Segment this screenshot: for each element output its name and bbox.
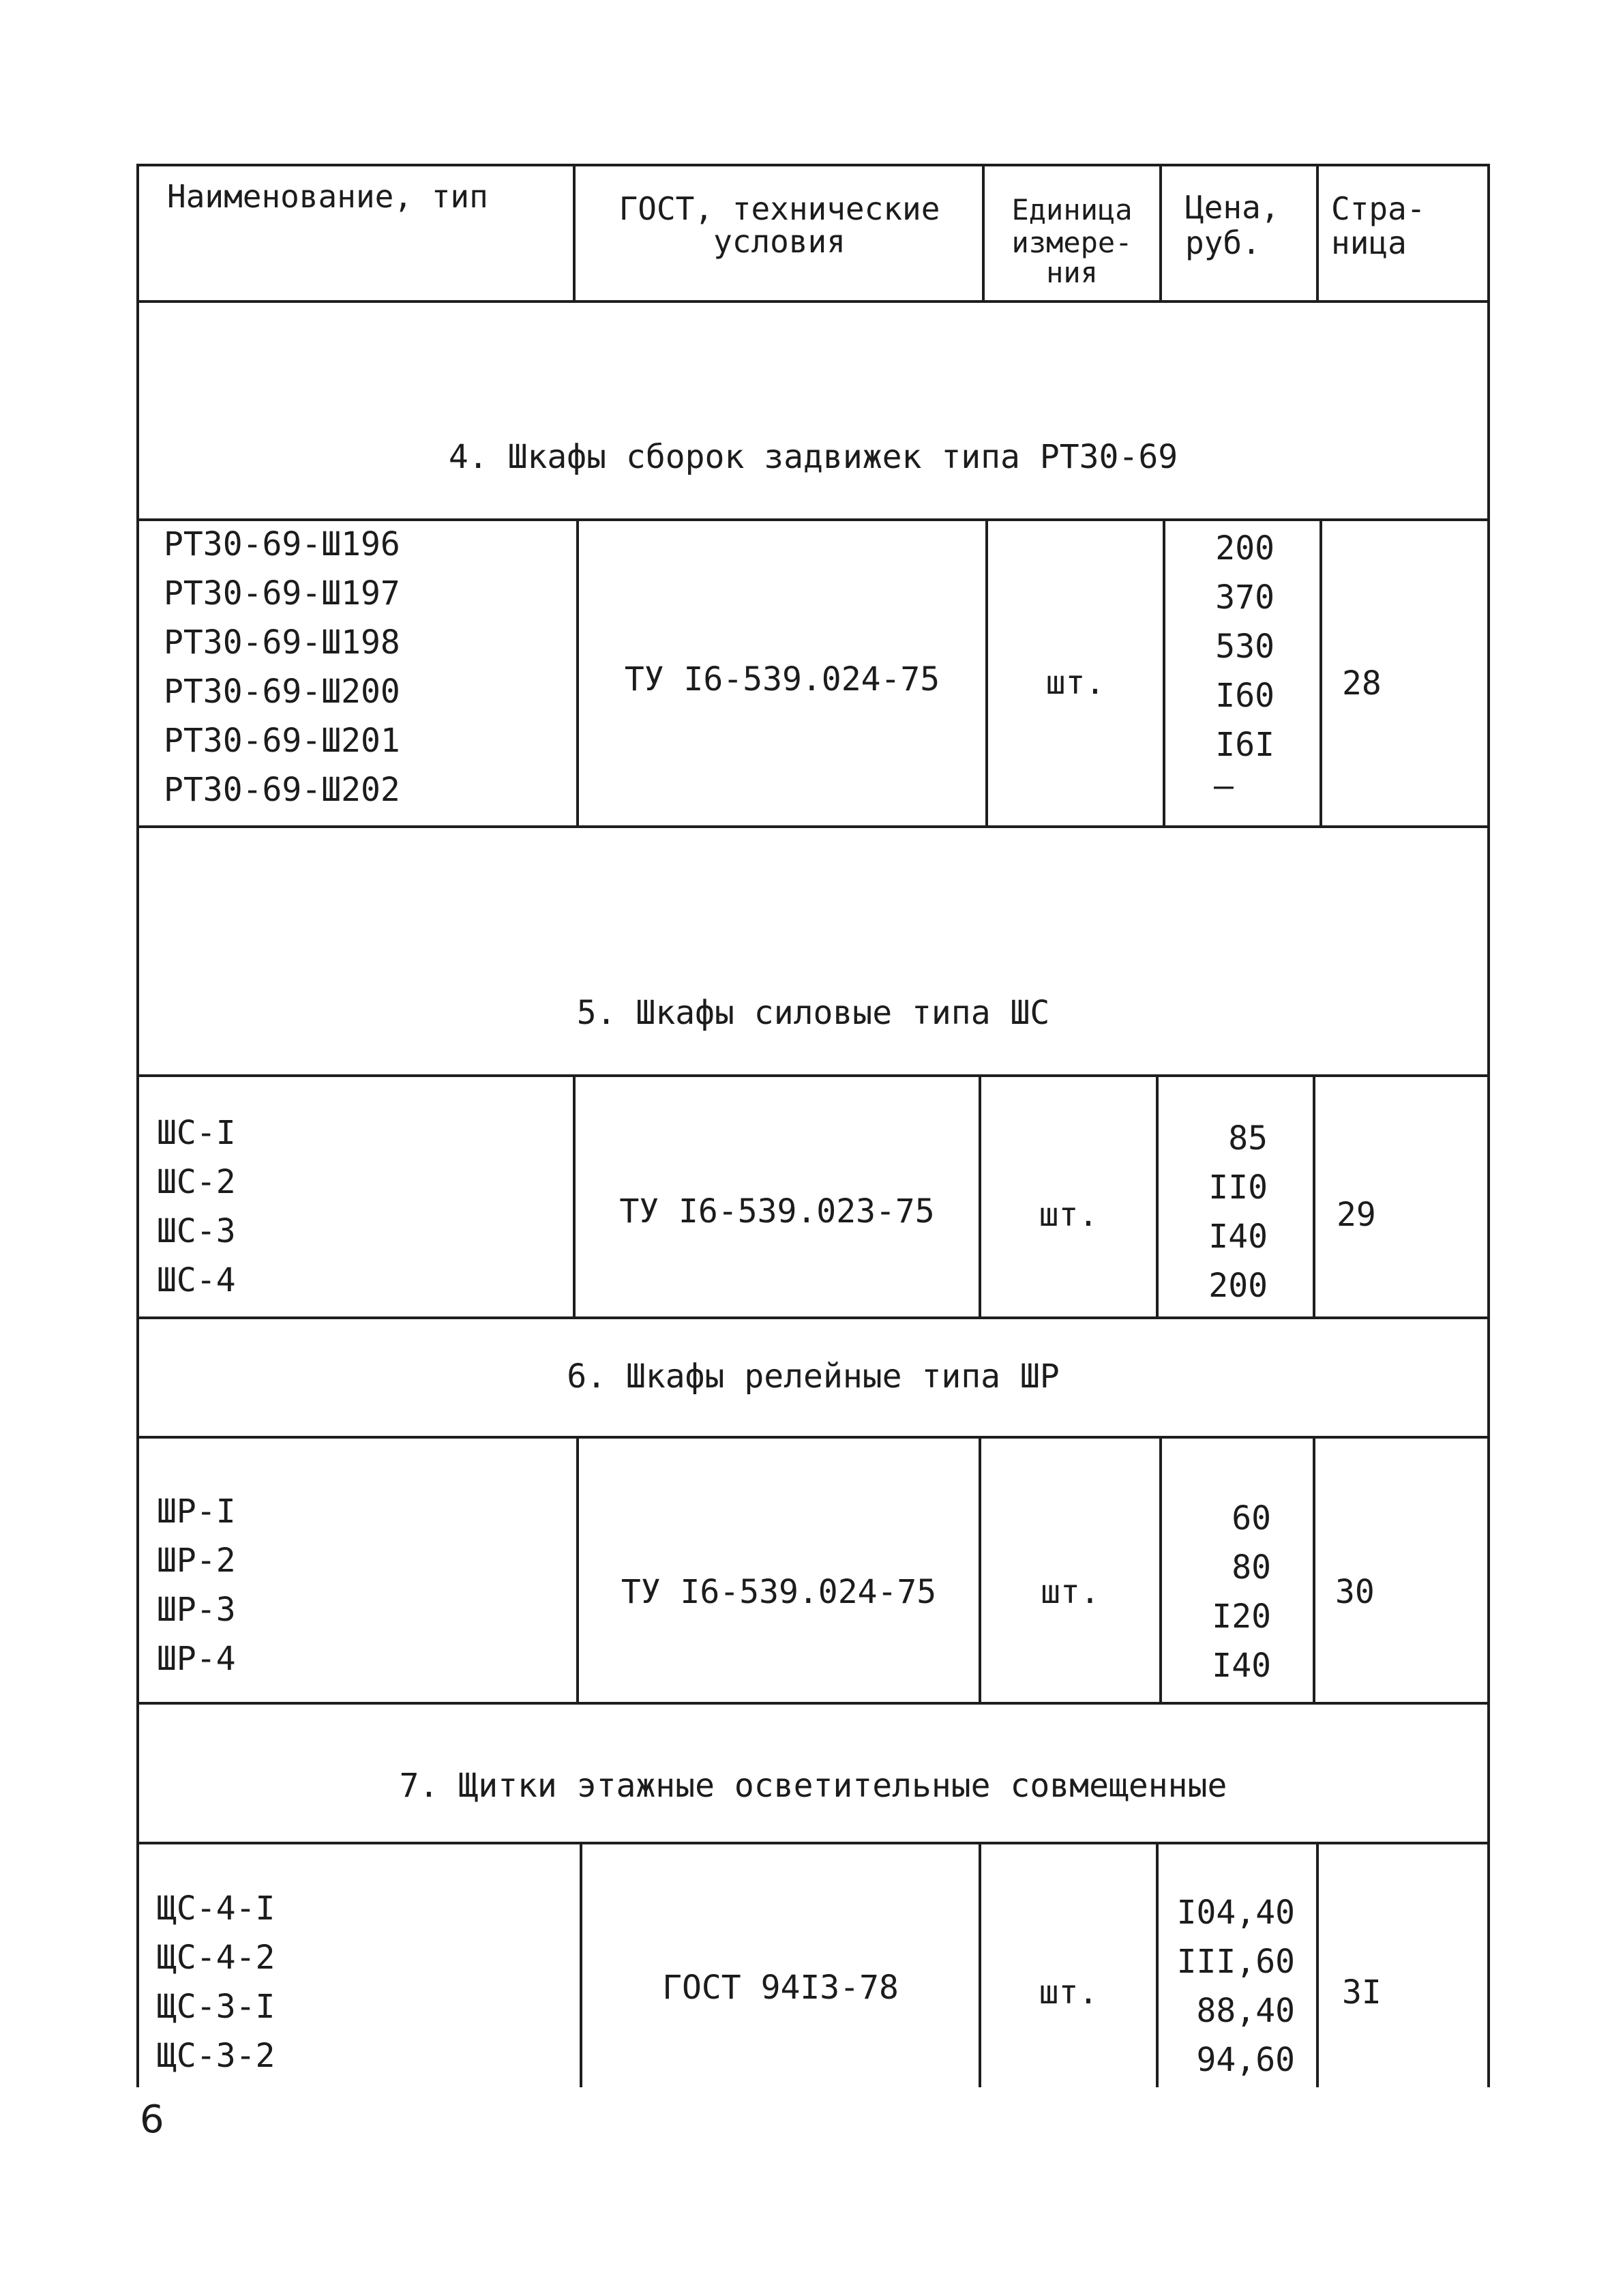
section-4-price: –	[1214, 767, 1234, 805]
header-gost-line2: условия	[713, 223, 846, 260]
section-7-title-rule	[136, 1842, 1490, 1844]
header-page-line1: Стра-	[1331, 190, 1426, 227]
section-7-page: 3I	[1342, 1973, 1382, 2012]
column-rule	[982, 164, 985, 300]
section-5-price: 85	[1228, 1119, 1268, 1158]
column-rule	[1320, 518, 1322, 825]
section-4-name: РТ30-69-Ш197	[164, 574, 400, 613]
header-unit-line1: Единица	[1011, 193, 1133, 226]
section-4-name: РТ30-69-Ш202	[164, 771, 400, 809]
section-6-price: I20	[1212, 1598, 1271, 1636]
section-6-name: ШР-4	[157, 1640, 236, 1678]
section-7-unit: шт.	[1039, 1973, 1099, 2012]
section-7-title: 7. Щитки этажные осветительные совмещенные	[399, 1767, 1227, 1805]
section-6-title: 6. Шкафы релейные типа ШР	[567, 1357, 1060, 1396]
section-4-name: РТ30-69-Ш201	[164, 722, 400, 760]
column-rule	[979, 1842, 981, 2087]
section-5-title: 5. Шкафы силовые типа ШС	[576, 994, 1050, 1032]
section-7-gost: ГОСТ 94I3-78	[662, 1969, 899, 2007]
section-4-bottom-rule	[136, 825, 1490, 828]
section-5-bottom-rule	[136, 1316, 1490, 1319]
section-6-price: I40	[1212, 1647, 1271, 1685]
header-price-line1: Цена,	[1185, 189, 1280, 226]
section-7-name: ЩС-3-I	[157, 1988, 275, 2026]
header-unit-line3: ния	[1046, 256, 1098, 289]
section-4-name: РТ30-69-Ш196	[164, 525, 400, 563]
column-rule	[1316, 164, 1319, 300]
section-6-gost: ТУ I6-539.024-75	[621, 1573, 937, 1611]
section-4-price: 370	[1215, 578, 1274, 617]
section-5-gost: ТУ I6-539.023-75	[619, 1192, 935, 1231]
section-7-price: 88,40	[1196, 1992, 1295, 2030]
header-gost-line1: ГОСТ, технические	[618, 190, 940, 227]
section-4-price: 530	[1215, 628, 1274, 666]
section-7-price: I04,40	[1176, 1894, 1295, 1932]
section-5-name: ШС-I	[157, 1114, 236, 1152]
header-unit-line2: измере-	[1011, 226, 1133, 259]
section-6-price: 60	[1232, 1499, 1271, 1537]
column-rule	[1316, 1842, 1319, 2087]
section-5-unit: шт.	[1039, 1196, 1099, 1234]
section-6-name: ШР-2	[157, 1542, 236, 1580]
header-bottom-rule	[136, 300, 1490, 303]
section-4-price: I60	[1215, 677, 1274, 715]
section-4-name: РТ30-69-Ш200	[164, 673, 400, 711]
section-6-name: ШР-3	[157, 1591, 236, 1629]
section-4-page: 28	[1342, 664, 1382, 703]
section-5-price: II0	[1208, 1168, 1268, 1207]
section-7-name: ЩС-3-2	[157, 2037, 275, 2075]
section-4-price: 200	[1215, 529, 1274, 568]
section-7-name: ЩС-4-2	[157, 1939, 275, 1977]
section-7-name: ЩС-4-I	[157, 1889, 275, 1928]
section-5-title-rule	[136, 1074, 1490, 1077]
header-name: Наименование, тип	[167, 178, 488, 215]
column-rule	[1159, 164, 1162, 300]
page-number: 6	[140, 2098, 164, 2142]
column-rule	[573, 164, 576, 300]
column-rule	[1313, 1436, 1315, 1702]
section-5-price: 200	[1208, 1267, 1268, 1305]
section-5-price: I40	[1208, 1218, 1268, 1256]
section-6-title-rule	[136, 1436, 1490, 1439]
section-5-name: ШС-3	[157, 1212, 236, 1250]
header-page-line2: ница	[1331, 224, 1407, 261]
section-6-page: 30	[1335, 1573, 1375, 1611]
section-6-name: ШР-I	[157, 1492, 236, 1531]
section-5-name: ШС-4	[157, 1261, 236, 1299]
table-border-top	[136, 164, 1490, 166]
section-6-price: 80	[1232, 1548, 1271, 1587]
section-7-price: III,60	[1176, 1943, 1295, 1981]
price-table	[136, 164, 1490, 2087]
header-price-line2: руб.	[1185, 224, 1261, 261]
section-4-price: I6I	[1215, 726, 1274, 764]
section-6-unit: шт.	[1041, 1573, 1100, 1611]
section-4-unit: шт.	[1045, 664, 1105, 702]
section-7-price: 94,60	[1196, 2041, 1295, 2079]
column-rule	[1313, 1074, 1315, 1316]
section-5-page: 29	[1337, 1196, 1376, 1234]
section-5-name: ШС-2	[157, 1163, 236, 1201]
section-4-gost: ТУ I6-539.024-75	[624, 660, 940, 698]
section-4-title: 4. Шкафы сборок задвижек типа РТ30-69	[448, 438, 1178, 476]
section-6-bottom-rule	[136, 1702, 1490, 1705]
section-4-name: РТ30-69-Ш198	[164, 623, 400, 662]
